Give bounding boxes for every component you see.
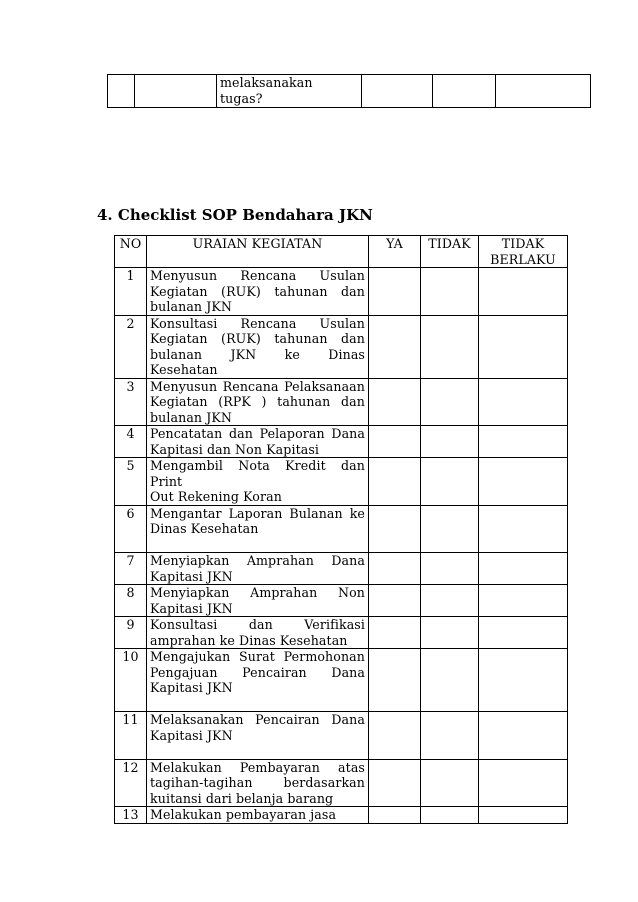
question-line: tugas? [220, 90, 263, 106]
tidak-check-cell[interactable] [421, 649, 479, 712]
tidak-berlaku-check-cell[interactable] [479, 585, 568, 617]
activity-description-line: kuitansi dari belanja barang [150, 790, 334, 806]
sop-checklist-table [114, 235, 568, 824]
activity-description [147, 759, 369, 807]
no-cell [108, 75, 135, 108]
activity-description-line: Melakukan Pembayaran atas [150, 759, 365, 775]
ya-check-cell[interactable] [369, 426, 421, 458]
tidak-check-cell[interactable] [421, 807, 479, 824]
section-heading: 4. Checklist SOP Bendahara JKN [97, 206, 373, 224]
activity-description [147, 585, 369, 617]
activity-description-line: Kapitasi JKN [150, 600, 233, 616]
ya-check-cell[interactable] [369, 807, 421, 824]
activity-description [147, 617, 369, 649]
ya-check-cell[interactable] [369, 617, 421, 649]
tidak-check-cell[interactable] [421, 458, 479, 506]
tidak-check-cell[interactable] [421, 617, 479, 649]
table-row [115, 617, 568, 649]
activity-description-line: Melakukan pembayaran jasa [150, 807, 337, 822]
activity-description-line: Menyiapkan Amprahan Dana [150, 553, 365, 568]
ya-check-cell[interactable] [369, 553, 421, 585]
row-number: 11 [115, 712, 147, 760]
tidak-berlaku-check-cell[interactable] [479, 649, 568, 712]
ya-cell [362, 75, 433, 108]
activity-description-line: Pencatatan dan Pelaporan Dana [150, 426, 365, 441]
row-number: 9 [115, 617, 147, 649]
activity-description-line: amprahan ke Dinas Kesehatan [150, 632, 348, 648]
ya-check-cell[interactable] [369, 585, 421, 617]
activity-description-line: Mengambil Nota Kredit dan Print [150, 458, 365, 489]
row-number: 4 [115, 426, 147, 458]
activity-description-line: Mengantar Laporan Bulanan ke [150, 505, 365, 521]
header-ya: YA [369, 236, 421, 268]
tidak-berlaku-cell [496, 75, 591, 108]
tidak-cell [433, 75, 496, 108]
activity-description [147, 378, 369, 426]
activity-description-line [150, 537, 365, 553]
activity-description [147, 712, 369, 760]
table-row [115, 505, 568, 553]
activity-description-line: Pengajuan Pencairan Dana [150, 664, 365, 680]
tidak-check-cell[interactable] [421, 505, 479, 553]
activity-description-line: Kesehatan [150, 362, 218, 377]
table-row [115, 426, 568, 458]
activity-description-line: Kapitasi JKN [150, 568, 233, 584]
tidak-check-cell[interactable] [421, 426, 479, 458]
activity-description-line: Kapitasi JKN [150, 680, 233, 695]
tidak-berlaku-check-cell[interactable] [479, 712, 568, 760]
activity-description [147, 649, 369, 712]
tidak-check-cell[interactable] [421, 378, 479, 426]
header-tidak: TIDAK [421, 236, 479, 268]
question-cell [217, 75, 362, 108]
ya-check-cell[interactable] [369, 378, 421, 426]
activity-description-line: Mengajukan Surat Permohonan [150, 649, 365, 664]
table-row [115, 458, 568, 506]
ya-check-cell[interactable] [369, 505, 421, 553]
activity-description [147, 315, 369, 378]
row-number: 5 [115, 458, 147, 506]
activity-cell [135, 75, 217, 108]
tidak-berlaku-check-cell[interactable] [479, 426, 568, 458]
row-number: 7 [115, 553, 147, 585]
tidak-berlaku-check-cell[interactable] [479, 315, 568, 378]
row-number: 10 [115, 649, 147, 712]
activity-description [147, 268, 369, 316]
tidak-check-cell[interactable] [421, 585, 479, 617]
row-number: 8 [115, 585, 147, 617]
header-no: NO [115, 236, 147, 268]
table-row [115, 585, 568, 617]
tidak-berlaku-check-cell[interactable] [479, 458, 568, 506]
activity-description-line: bulanan JKN ke Dinas [150, 346, 365, 362]
question-line: melaksanakan [220, 75, 313, 90]
activity-description [147, 426, 369, 458]
activity-description-line: Konsultasi dan Verifikasi [150, 617, 365, 632]
activity-description-line: Kegiatan (RUK) tahunan dan [150, 331, 365, 346]
activity-description-line: Melaksanakan Pencairan Dana [150, 712, 365, 727]
activity-description [147, 553, 369, 585]
ya-check-cell[interactable] [369, 712, 421, 760]
row-number: 2 [115, 315, 147, 378]
tidak-check-cell[interactable] [421, 315, 479, 378]
header-uraian-kegiatan: URAIAN KEGIATAN [147, 236, 369, 268]
activity-description-line: Kapitasi JKN [150, 727, 233, 743]
table-row [115, 712, 568, 760]
ya-check-cell[interactable] [369, 458, 421, 506]
row-number: 13 [115, 807, 147, 824]
tidak-berlaku-check-cell[interactable] [479, 553, 568, 585]
activity-description-line: Menyiapkan Amprahan Non [150, 585, 365, 600]
ya-check-cell[interactable] [369, 649, 421, 712]
ya-check-cell[interactable] [369, 759, 421, 807]
tidak-berlaku-check-cell[interactable] [479, 807, 568, 824]
table-row [115, 649, 568, 712]
tidak-berlaku-check-cell[interactable] [479, 378, 568, 426]
row-number: 6 [115, 505, 147, 553]
header-tidak-berlaku [479, 236, 568, 268]
tidak-berlaku-check-cell[interactable] [479, 268, 568, 316]
activity-description-line: Dinas Kesehatan [150, 521, 259, 536]
tidak-check-cell[interactable] [421, 268, 479, 316]
activity-description-line: tagihan-tagihan berdasarkan [150, 775, 365, 790]
activity-description-line: bulanan JKN [150, 299, 233, 314]
activity-description-line: Kapitasi dan Non Kapitasi [150, 441, 320, 457]
activity-description-line: Kegiatan (RUK) tahunan dan [150, 283, 365, 299]
activity-description [147, 458, 369, 506]
tidak-berlaku-check-cell[interactable] [479, 759, 568, 807]
activity-description-line: Konsultasi Rencana Usulan [150, 315, 365, 331]
tidak-berlaku-check-cell[interactable] [479, 505, 568, 553]
row-number: 1 [115, 268, 147, 316]
tidak-check-cell[interactable] [421, 712, 479, 760]
activity-description [147, 505, 369, 553]
table-row [108, 75, 591, 108]
activity-description-line [150, 743, 365, 759]
ya-check-cell[interactable] [369, 268, 421, 316]
activity-description-line: Out Rekening Koran [150, 489, 282, 504]
activity-description-line: Menyusun Rencana Pelaksanaan [150, 378, 365, 394]
activity-description-line: bulanan JKN [150, 409, 233, 425]
activity-description-line: Kegiatan (RPK ) tahunan dan [150, 394, 365, 409]
header-row [115, 236, 568, 268]
tidak-check-cell[interactable] [421, 759, 479, 807]
activity-description [147, 807, 369, 824]
table-row [115, 807, 568, 824]
table-row [115, 378, 568, 426]
tidak-berlaku-check-cell[interactable] [479, 617, 568, 649]
table-row [115, 759, 568, 807]
ya-check-cell[interactable] [369, 315, 421, 378]
row-number: 3 [115, 378, 147, 426]
activity-description-line: Menyusun Rencana Usulan [150, 268, 365, 283]
header-tidak-berlaku-line: BERLAKU [490, 251, 556, 267]
table-row [115, 553, 568, 585]
table-row [115, 315, 568, 378]
table-row [115, 268, 568, 316]
row-number: 12 [115, 759, 147, 807]
header-tidak-berlaku-line: TIDAK [501, 236, 545, 251]
activity-description-line [150, 696, 365, 712]
tidak-check-cell[interactable] [421, 553, 479, 585]
previous-checklist-table [107, 74, 591, 108]
